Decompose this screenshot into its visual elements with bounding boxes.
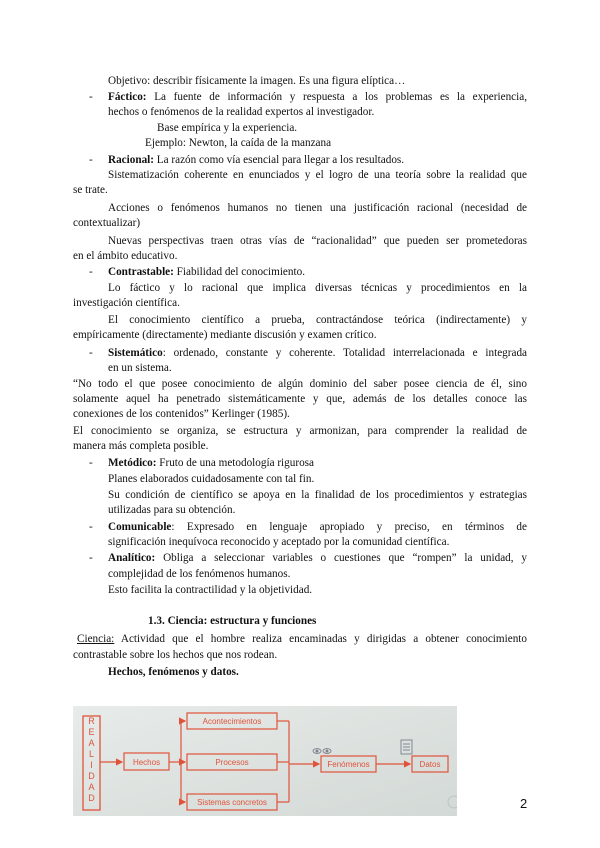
text-analitico: Obliga a seleccionar variables o cuestiones que “rompen” la unidad, y: [163, 552, 527, 564]
label-metodico: Metódico:: [108, 457, 157, 469]
item-analitico: [108, 551, 527, 565]
line-nuevas-perspectivas: Nuevas perspectivas traen otras vías de “racionalidad” que pueden ser prometedoras: [108, 235, 527, 247]
quote-line-1: “No todo el que posee conocimiento de algún dominio del saber posee ciencia de él, sino: [73, 378, 527, 390]
acontecimientos-label: Acontecimientos: [202, 717, 262, 726]
ciencia-definition: [77, 632, 527, 646]
text-metodico: Fruto de una metodología rigurosa: [159, 457, 314, 469]
line-contrastable-hechos: contrastable sobre los hechos que nos rodean.: [73, 649, 278, 661]
subheading-hechos: Hechos, fenómenos y datos.: [108, 666, 239, 678]
label-factico: Fáctico:: [108, 91, 147, 103]
hechos-fenomenos-datos-diagram: [73, 706, 457, 816]
item-racional: [108, 153, 404, 167]
line-empiricamente: empíricamente (directamente) mediante discusión y examen crítico.: [73, 329, 377, 341]
line-complejidad: complejidad de los fenómenos humanos.: [108, 568, 291, 580]
bullet-dash: -: [89, 91, 93, 103]
quote-line-2: solamente aquel ha penetrado sistemáticamente y que, además de los detalles conoce las: [73, 393, 527, 405]
line-sistematizacion: Sistematización coherente en enunciados y el logro de una teoría sobre la realidad que: [108, 169, 527, 181]
line-utilizadas: utilizadas para su obtención.: [108, 504, 236, 516]
item-factico: [108, 90, 527, 104]
line-objetivo: Objetivo: describir físicamente la imagen. Es una figura elíptica…: [108, 75, 406, 87]
bullet-dash: -: [89, 154, 93, 166]
item-sistematico: [108, 346, 527, 360]
section-title: 1.3. Ciencia: estructura y funciones: [148, 615, 317, 627]
text-racional: La razón como vía esencial para llegar a los resultados.: [156, 154, 405, 166]
line-manera-completa: manera más completa posible.: [73, 440, 209, 452]
label-contrastable: Contrastable:: [108, 266, 174, 278]
line-contextualizar: contextualizar): [73, 217, 141, 229]
bullet-dash: -: [89, 266, 93, 278]
line-lo-factico: Lo fáctico y lo racional que implica diversas técnicas y procedimientos en la: [108, 282, 527, 294]
line-planes: Planes elaborados cuidadosamente con tal fin.: [108, 473, 315, 485]
line-conocimiento-organiza: El conocimiento se organiza, se estructura y armonizan, para comprender la realidad de: [73, 425, 527, 437]
label-ciencia: Ciencia:: [77, 633, 115, 645]
item-metodico: [108, 456, 314, 470]
label-racional: Racional:: [108, 154, 154, 166]
text-ciencia: Actividad que el hombre realiza encaminadas y dirigidas a obtener conocimiento: [120, 633, 527, 645]
line-significacion: significación inequívoca reconocido y aceptado por la comunidad científica.: [108, 536, 450, 548]
text-contrastable: Fiabilidad del conocimiento.: [176, 266, 305, 278]
realidad-label: R E A L I D A D: [88, 716, 95, 803]
text-comunicable: : Expresado en lenguaje apropiado y preciso, en términos de: [171, 521, 527, 533]
item-contrastable: [108, 265, 305, 279]
line-investigacion: investigación científica.: [73, 297, 180, 309]
datos-label: Datos: [419, 760, 441, 769]
quote-line-3: conexiones de los contenidos” Kerlinger (1985).: [73, 408, 290, 420]
fenomenos-label: Fenómenos: [327, 760, 370, 769]
sistemas-label: Sistemas concretos: [197, 798, 267, 807]
line-se-trate: se trate.: [73, 184, 108, 196]
line-en-un-sistema: en un sistema.: [108, 362, 172, 374]
line-conocimiento-prueba: El conocimiento científico a prueba, contractándose teórica (indirectamente) y: [108, 314, 527, 326]
label-analitico: Analítico:: [108, 552, 156, 564]
procesos-label: Procesos: [215, 758, 249, 767]
line-condicion-cientifico: Su condición de científico se apoya en la finalidad de los procedimientos y estrategias: [108, 489, 527, 501]
label-sistematico: Sistemático: [108, 347, 163, 359]
page-number: 2: [520, 796, 528, 811]
line-ejemplo-newton: Ejemplo: Newton, la caída de la manzana: [145, 137, 332, 149]
line-base-empirica: Base empírica y la experiencia.: [157, 122, 298, 134]
item-comunicable: [108, 520, 527, 534]
bullet-dash: -: [89, 457, 93, 469]
hechos-label: Hechos: [132, 758, 161, 767]
line-esto-facilita: Esto facilita la contractilidad y la objetividad.: [108, 584, 313, 596]
text-sistematico: : ordenado, constante y coherente. Totalidad interrelacionada e integrada: [162, 347, 527, 359]
bullet-dash: -: [89, 552, 93, 564]
line-acciones: Acciones o fenómenos humanos no tienen una justificación racional (necesidad de: [108, 202, 527, 214]
label-comunicable: Comunicable: [108, 521, 172, 533]
bullet-dash: -: [89, 521, 93, 533]
bullet-dash: -: [89, 347, 93, 359]
text-factico: La fuente de información y respuesta a los problemas es la experiencia,: [154, 91, 528, 103]
line-hechos-fenomenos: hechos o fenómenos de la realidad expertos al investigador.: [108, 106, 375, 118]
line-ambito-educativo: en el ámbito educativo.: [73, 250, 178, 262]
